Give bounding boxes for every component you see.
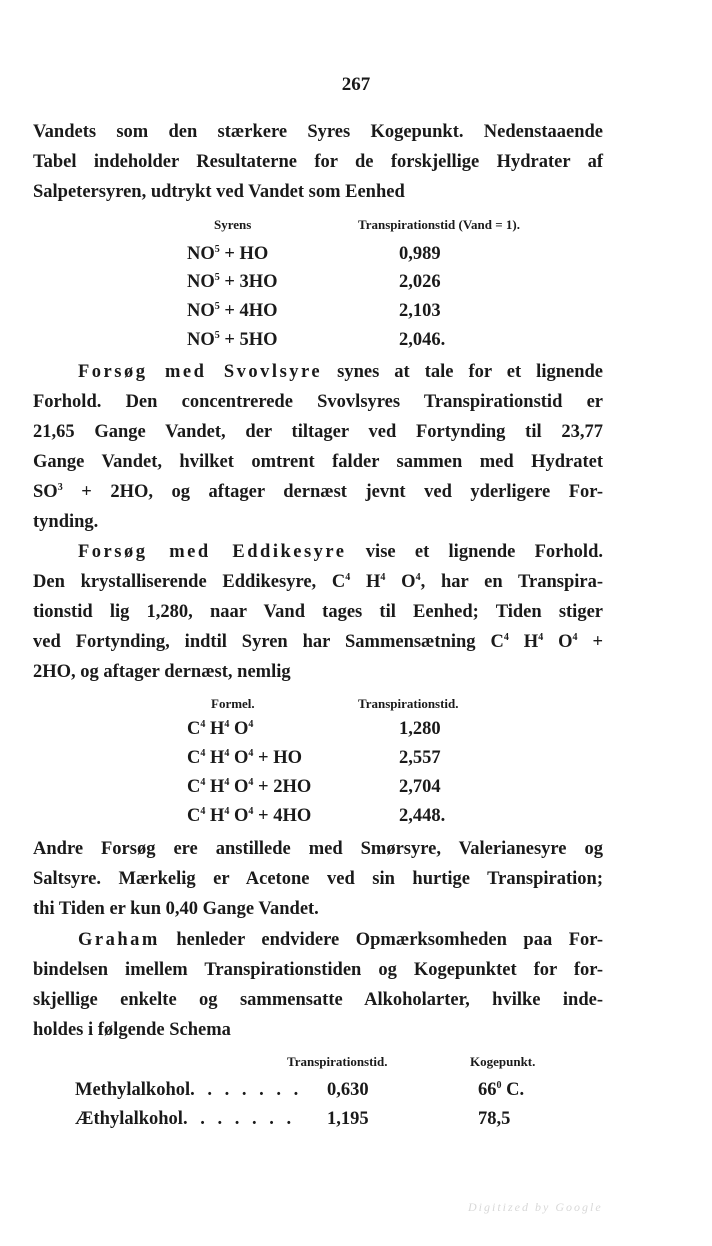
formula-base: H (205, 806, 225, 826)
text-line: 2HO, og aftager dernæst, nemlig (33, 662, 291, 682)
formula-sup: 4 (538, 632, 544, 643)
text-line (33, 627, 603, 657)
table-header-formel: Formel. (211, 696, 255, 711)
formula-base: NO (187, 301, 215, 321)
table-row-formula (187, 744, 302, 772)
formula-sup: 5 (214, 244, 220, 255)
table-row-value: 2,448. (399, 806, 446, 826)
formula-sup: 4 (224, 719, 230, 730)
text-span: H (508, 632, 539, 652)
formula-sup: 4 (224, 806, 230, 817)
table-header-transpirationstid: Transpirationstid. (287, 1054, 388, 1069)
table-row-formula (187, 802, 311, 830)
text-span: vise et lignende Forhold. (346, 542, 603, 562)
text-span: henleder endvidere Opmærksomheden paa For- (159, 930, 603, 950)
table-row-value: 1,195 (327, 1109, 369, 1129)
table-header-syrens: Syrens (214, 217, 252, 232)
formula-base: NO (187, 244, 215, 264)
formula-sup: 4 (503, 632, 509, 643)
text-line: Vandets som den stærkere Syres Kogepunkt. Nedenstaaende (33, 122, 603, 142)
table-row-value: 1,280 (399, 719, 441, 739)
formula-rest: + 4HO (253, 806, 312, 826)
formula-base: H (205, 777, 225, 797)
text-span: H (350, 572, 381, 592)
text-line: Salpetersyren, udtrykt ved Vandet som Eenhed (33, 182, 405, 202)
leader-dots: . . . . . . . (182, 1109, 296, 1129)
text-span: + (577, 632, 604, 652)
formula-base: C (187, 719, 201, 739)
formula-sup: 4 (200, 748, 206, 759)
boiling-value: 66 (478, 1080, 497, 1100)
text-line (33, 357, 603, 387)
text-span: + 2HO, og aftager dernæst jevnt ved yderligere For- (62, 482, 603, 502)
formula-sup: 4 (248, 777, 254, 788)
table-row-formula (187, 297, 278, 325)
paragraph-intro (33, 117, 603, 207)
table-row-value: 2,557 (399, 748, 441, 768)
table-row-formula (187, 268, 278, 296)
text-span: Den krystalliserende Eddikesyre, C (33, 572, 346, 592)
paragraph-eddikesyre (33, 537, 603, 687)
spaced-heading: Graham (78, 930, 160, 950)
formula-sup: 4 (380, 572, 386, 583)
table-row-name (75, 1076, 302, 1104)
spaced-heading: Forsøg med Svovlsyre (78, 362, 323, 382)
table-row-boiling-point (478, 1076, 524, 1104)
text-line: Tabel indeholder Resultaterne for de forskjellige Hydrater af (33, 152, 603, 172)
formula-sup: 4 (345, 572, 351, 583)
text-line (33, 477, 603, 507)
leader-dots: . . . . . . . (190, 1080, 303, 1100)
formula-sup: 4 (248, 748, 254, 759)
formula-sup: 4 (224, 777, 230, 788)
text-line: tionstid lig 1,280, naar Vand tages til Eenhed; Tiden stiger (33, 602, 603, 622)
text-line: 21,65 Gange Vandet, der tiltager ved Fortynding til 23,77 (33, 422, 603, 442)
text-line: Saltsyre. Mærkelig er Acetone ved sin hurtige Transpiration; (33, 869, 603, 889)
table-row-formula (187, 773, 311, 801)
formula-rest: + 3HO (219, 272, 278, 292)
formula-base: NO (187, 272, 215, 292)
text-line: skjellige enkelte og sammensatte Alkoholarter, hvilke inde- (33, 990, 603, 1010)
table-row-value: 2,704 (399, 777, 441, 797)
text-line (33, 567, 603, 597)
boiling-value: 78,5 (478, 1109, 511, 1129)
text-span: O (385, 572, 416, 592)
formula-base: O (229, 806, 249, 826)
text-line: Gange Vandet, hvilket omtrent falder sammen med Hydratet (33, 452, 603, 472)
paragraph-graham (33, 925, 603, 1045)
formula-base: C (187, 748, 201, 768)
table-row-value: 0,989 (399, 244, 441, 264)
formula-base: H (205, 719, 225, 739)
formula-base: C (187, 806, 201, 826)
formula-sup: 4 (200, 806, 206, 817)
table-row-value: 2,026 (399, 272, 441, 292)
spaced-heading: Forsøg med Eddikesyre (78, 542, 347, 562)
table-row-formula (187, 240, 268, 268)
table-row-value: 2,103 (399, 301, 441, 321)
formula-base: O (229, 748, 249, 768)
paragraph-andre-forsog (33, 834, 603, 924)
formula-base: O (229, 719, 249, 739)
alcohol-name: Methylalkohol (75, 1080, 191, 1100)
text-line: Andre Forsøg ere anstillede med Smørsyre, Valerianesyre og (33, 839, 603, 859)
formula-rest: + 4HO (219, 301, 278, 321)
formula-sup: 3 (57, 482, 63, 493)
formula-sup: 4 (224, 748, 230, 759)
table-header-transpirationstid: Transpirationstid (Vand = 1). (358, 217, 520, 232)
text-line: Forhold. Den concentrerede Svovlsyres Transpirationstid er (33, 392, 603, 412)
degree-sup: 0 (496, 1080, 502, 1091)
formula-sup: 4 (248, 719, 254, 730)
text-span: , har en Transpira- (420, 572, 604, 592)
table-row-boiling-point (478, 1105, 510, 1133)
text-line (33, 925, 603, 955)
formula-sup: 5 (214, 301, 220, 312)
text-line: thi Tiden er kun 0,40 Gange Vandet. (33, 899, 319, 919)
formula-sup: 4 (248, 806, 254, 817)
formula-sup: 4 (572, 632, 578, 643)
formula-rest: + HO (219, 244, 269, 264)
formula-base: C (187, 777, 201, 797)
formula-base: H (205, 748, 225, 768)
formula-rest: + 5HO (219, 330, 278, 350)
formula-sup: 4 (415, 572, 421, 583)
text-line: tynding. (33, 512, 99, 532)
table-row-value: 2,046. (399, 330, 446, 350)
formula-sup: 5 (214, 272, 220, 283)
text-span: synes at tale for et lignende (322, 362, 603, 382)
alcohol-name: Æthylalkohol (75, 1109, 183, 1129)
formula-base: SO (33, 482, 58, 502)
table-row-name (75, 1105, 295, 1133)
table-row-value: 0,630 (327, 1080, 369, 1100)
watermark: Digitized by Google (468, 1200, 603, 1214)
text-span: O (543, 632, 573, 652)
formula-sup: 4 (200, 777, 206, 788)
text-line (33, 537, 603, 567)
formula-rest: + HO (253, 748, 302, 768)
table-row-formula (187, 326, 278, 354)
text-line: holdes i følgende Schema (33, 1020, 231, 1040)
table-row-formula (187, 715, 253, 743)
formula-sup: 5 (214, 330, 220, 341)
paragraph-svovlsyre (33, 357, 603, 537)
formula-base: NO (187, 330, 215, 350)
unit: C. (501, 1080, 525, 1100)
text-line: bindelsen imellem Transpirationstiden og Kogepunktet for for- (33, 960, 603, 980)
page-number: 267 (341, 74, 371, 95)
text-span: ved Fortynding, indtil Syren har Sammensætning C (33, 632, 504, 652)
formula-rest: + 2HO (253, 777, 312, 797)
formula-sup: 4 (200, 719, 206, 730)
table-header-kogepunkt: Kogepunkt. (470, 1054, 536, 1069)
formula-base: O (229, 777, 249, 797)
table-header-transpirationstid: Transpirationstid. (358, 696, 459, 711)
